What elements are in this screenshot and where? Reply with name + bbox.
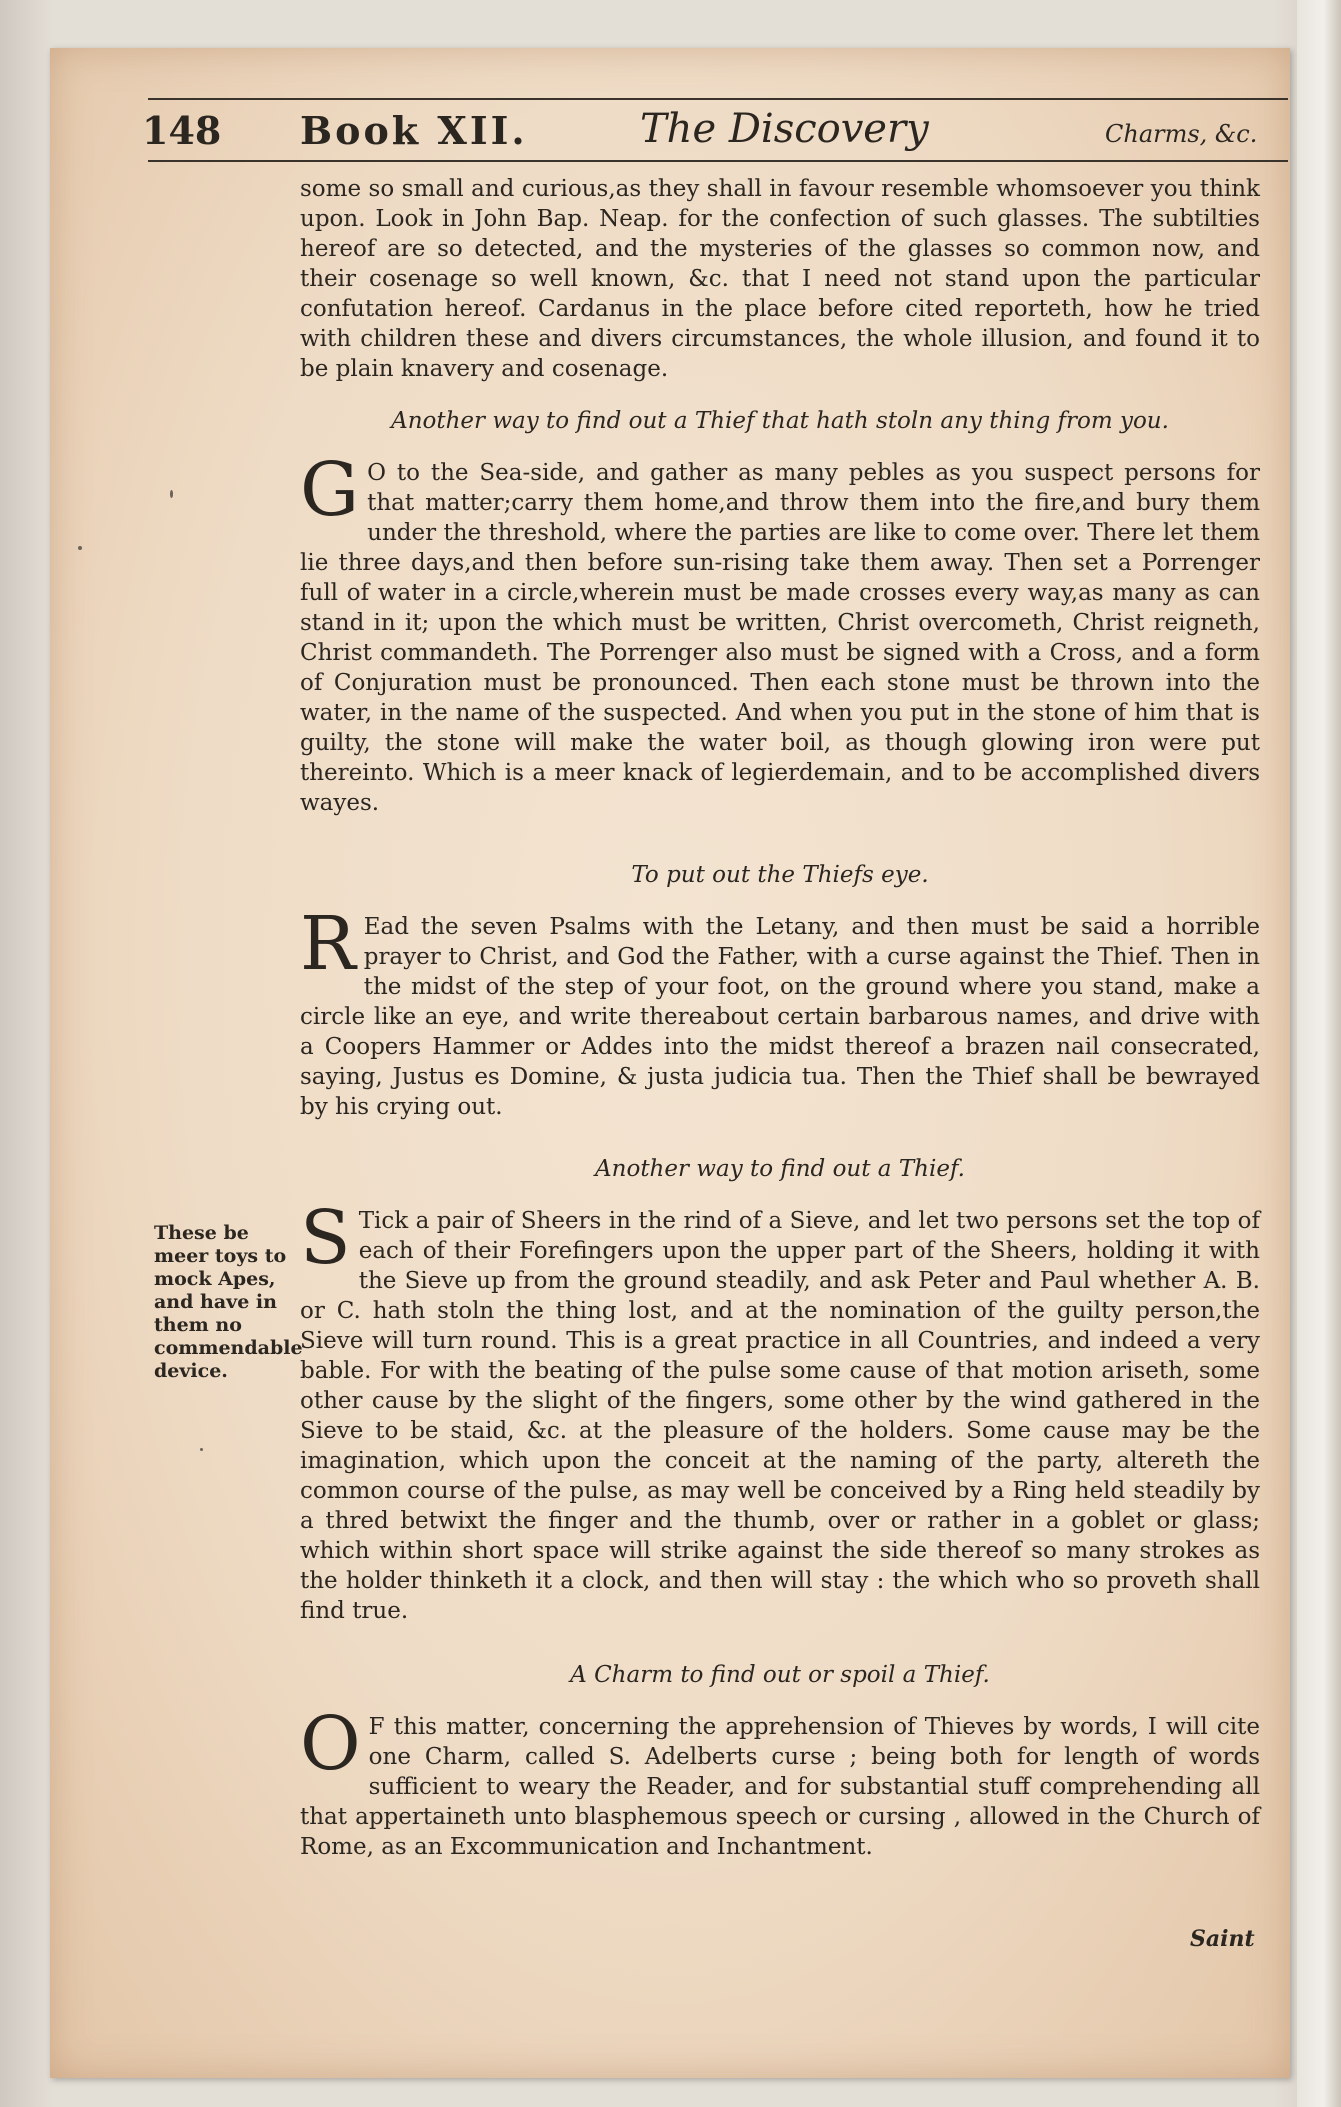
drop-capital: O <box>300 1701 361 1787</box>
drop-capital: S <box>300 1195 351 1281</box>
section-heading: A Charm to find out or spoil a Thief. <box>570 1662 990 1688</box>
paragraph-pebbles <box>300 447 1260 818</box>
paragraph-opening <box>300 174 1260 384</box>
section-heading: Another way to find out a Thief. <box>595 1156 965 1182</box>
paragraph-text: Tick a pair of Sheers in the rind of a Sieve, and let two persons set the top of each of their Forefingers upon the upper part of the Sheers, holding it with the Sieve up from the ground steadily, and ask Peter and Paul whether A. B. or C. hath stoln the thing lost, and at the nomination of the guilty person,the Sieve will turn round. This is a great practice in all Countries, and indeed a very bable. For with the beating of the pulse some cause of that motion ariseth, some other cause by the slight of the fingers, some other by the wind gathered in the Sieve to be staid, &c. at the pleasure of the holders. Some cause may be the imagination, which upon the conceit at the naming of the party, altereth the common course of the pulse, as may well be conceived by a Ring held steadily by a thred betwixt the finger and the thumb, over or rather in a goblet or glass; which within short space will strike against the side thereof so many strokes as the holder thinketh it a clock, and then will stay : the which who so proveth shall find true. <box>300 1208 1260 1624</box>
facing-page-edge <box>1297 0 1341 2107</box>
paragraph-text: O to the Sea-side, and gather as many pebles as you suspect persons for that matter;carry them home,and throw them into the fire,and bury them under the threshold, where the parties are like to come over. There let them lie three days,and then before sun-rising take them away. Then set a Porrenger full of water in a circle,wherein must be made crosses every way,as many as can stand in it; upon the which must be written, Christ overcometh, Christ reigneth, Christ commandeth. The Porrenger also must be signed with a Cross, and a form of Conjuration must be pronounced. Then each stone must be thrown into the water, in the name of the suspected. And when you put in the stone of him that is guilty, the stone will make the water boil, as though glowing iron were put thereinto. Which is a meer knack of legierdemain, and to be accomplished divers wayes. <box>300 460 1260 816</box>
book-label: Book XII. <box>300 108 528 153</box>
page-number: 148 <box>142 108 222 153</box>
ink-speck <box>200 1448 203 1451</box>
book-page <box>50 48 1290 2078</box>
header-rule-top <box>148 98 1288 100</box>
catchword: Saint <box>1190 1926 1255 1952</box>
paragraph-text: some so small and curious,as they shall in favour resemble whomsoever you think upon. Look in John Bap. Neap. for the confection of such glasses. The subtilties hereof are so detected, and the mysteries of the glasses so common now, and their cosenage so well known, &c. that I need not stand upon the particular confutation hereof. Cardanus in the place before cited reporteth, how he tried with children these and divers circumstances, the whole illusion, and found it to be plain knavery and cosenage. <box>300 176 1260 382</box>
margin-note: These be meer toys to mock Apes, and have in them no commendable device. <box>154 1222 303 1382</box>
header-rule-bottom <box>148 160 1288 162</box>
running-head-right: Charms, &c. <box>1105 120 1258 148</box>
ink-speck <box>170 490 173 498</box>
drop-capital: G <box>300 447 360 533</box>
section-heading: Another way to find out a Thief that hath stoln any thing from you. <box>391 408 1169 434</box>
paragraph-sieve <box>300 1195 1260 1626</box>
paragraph-text: Ead the seven Psalms with the Letany, and then must be said a horrible prayer to Christ, and God the Father, with a curse against the Thief. Then in the midst of the step of your foot, on the ground where you stand, make a circle like an eye, and write thereabout certain barbarous names, and drive with a Coopers Hammer or Addes into the midst thereof a brazen nail consecrated, saying, Justus es Domine, & justa judicia tua. Then the Thief shall be bewrayed by his crying out. <box>300 914 1260 1120</box>
section-heading: To put out the Thiefs eye. <box>631 862 929 888</box>
running-title: The Discovery <box>640 106 929 152</box>
paragraph-charm <box>300 1701 1260 1862</box>
drop-capital: R <box>300 901 356 987</box>
ink-speck <box>78 546 82 550</box>
paragraph-text: F this matter, concerning the apprehension of Thieves by words, I will cite one Charm, called S. Adelberts curse ; being both for length of words sufficient to weary the Reader, and for substantial stuff comprehending all that appertaineth unto blasphemous speech or cursing , allowed in the Church of Rome, as an Excommunication and Inchantment. <box>300 1714 1260 1860</box>
paragraph-thiefs-eye <box>300 901 1260 1122</box>
